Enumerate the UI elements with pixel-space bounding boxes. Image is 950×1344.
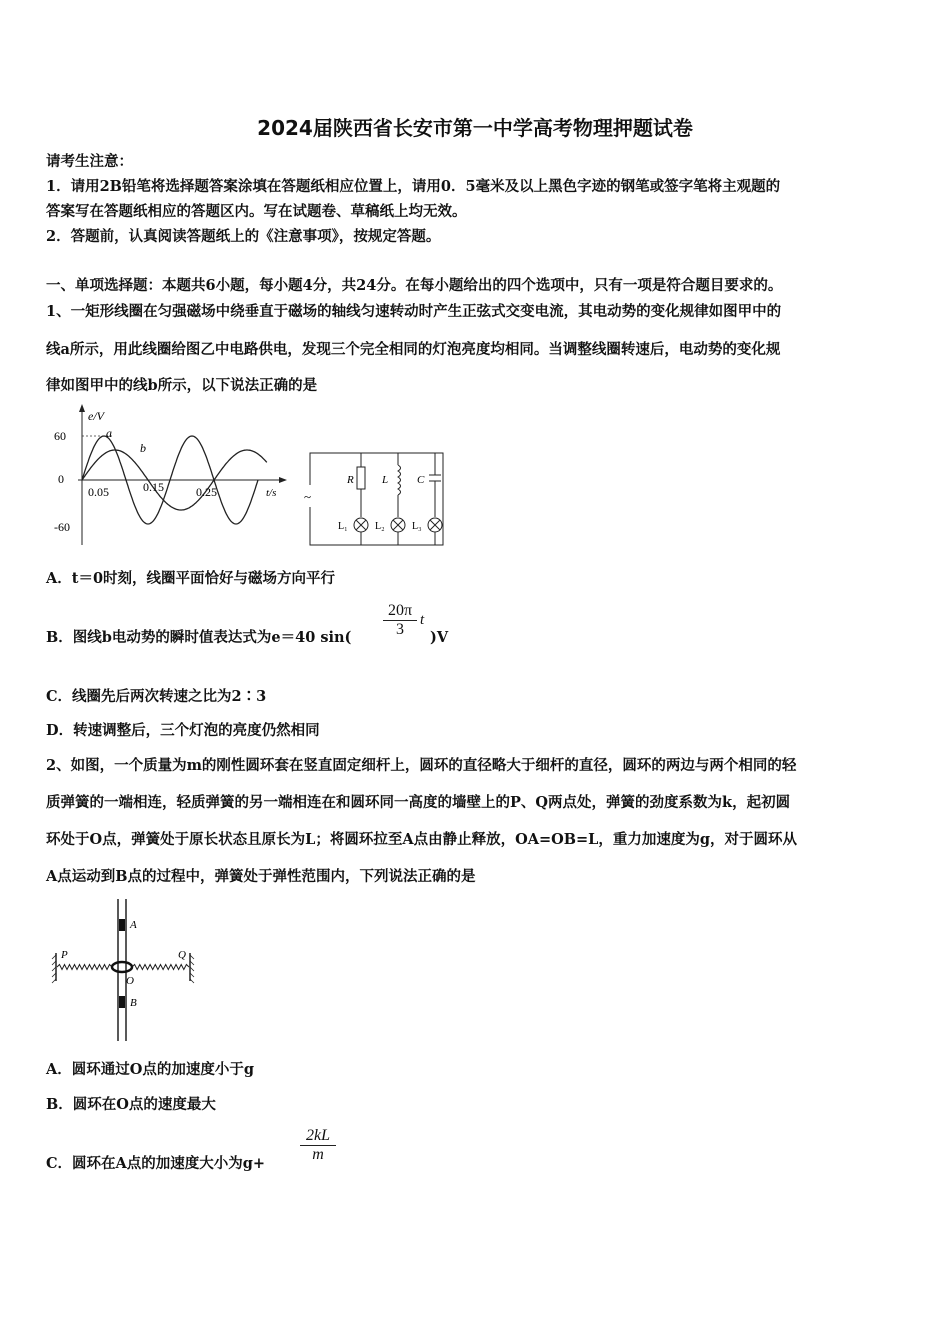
q2-option-b: B．圆环在O点的速度最大 (46, 1096, 216, 1113)
label-o: O (126, 975, 134, 987)
ring (112, 962, 132, 972)
q2-option-a: A．圆环通过O点的加速度小于g (46, 1061, 255, 1078)
notice-line-1b: 答案写在答题纸相应的答题区内。写在试题卷、草稿纸上均无效。 (46, 203, 467, 220)
fraction-numerator: 2kL (306, 1127, 330, 1144)
label-q: Q (178, 949, 186, 961)
label-C: C (417, 474, 425, 486)
fraction-denominator: 3 (396, 621, 404, 638)
q1-circuit (300, 445, 450, 550)
notice-heading: 请考生注意： (46, 153, 133, 170)
graph-ylabel: e/V (88, 409, 104, 423)
resistor (357, 467, 365, 489)
label-L1: L₁ (338, 521, 348, 532)
section1-heading: 一、单项选择题：本题共6小题，每小题4分，共24分。在每小题给出的四个选项中，只有一项是符合题目要求的。 (46, 277, 783, 294)
q2-line-4: A点运动到B点的过程中，弹簧处于弹性范围内，下列说法正确的是 (46, 868, 476, 885)
lamp-3 (428, 518, 442, 532)
q1-graph (44, 400, 294, 550)
q1-option-a: A．t＝0时刻，线圈平面恰好与磁场方向平行 (46, 570, 336, 587)
graph-y0: 0 (58, 472, 64, 486)
q1-option-d: D．转速调整后，三个灯泡的亮度仍然相同 (46, 722, 320, 739)
q1-option-b-post: )V (430, 629, 449, 646)
label-a: A (130, 919, 137, 931)
graph-y-arrow (79, 404, 85, 412)
mark-a (119, 919, 125, 931)
q1-option-b-fraction (383, 602, 417, 639)
q2-option-c-pre: C．圆环在A点的加速度大小为g+ (46, 1155, 266, 1172)
graph-yneg60: -60 (54, 520, 70, 534)
inductor (398, 465, 401, 495)
q1-option-b-pre: B．图线b电动势的瞬时值表达式为e＝40 sin( (46, 629, 352, 646)
notice-line-2: 2．答题前，认真阅读答题纸上的《注意事项》，按规定答题。 (46, 228, 441, 245)
q1-line-3: 律如图甲中的线b所示，以下说法正确的是 (46, 377, 318, 394)
q2-line-2: 质弹簧的一端相连，轻质弹簧的另一端相连在和圆环同一高度的墙壁上的P、Q两点处，弹簧的劲度系数为k，起初圆 (46, 794, 791, 811)
graph-xlabel: t/s (266, 487, 277, 499)
label-L3: L₃ (412, 521, 422, 532)
lamp-1 (354, 518, 368, 532)
q2-line-3: 环处于O点，弹簧处于原长状态且原长为L；将圆环拉至A点由静止释放，OA=OB=L，重力加速度为g，对于圆环从 (46, 831, 797, 848)
label-p: P (61, 949, 68, 961)
q2-line-1: 2、如图，一个质量为m的刚性圆环套在竖直固定细杆上，圆环的直径略大于细杆的直径，圆环的两边与两个相同的轻 (46, 757, 797, 774)
fraction-denominator: m (312, 1146, 324, 1163)
graph-curve-b-label: b (140, 441, 146, 455)
notice-line-1a: 1．请用2B铅笔将选择题答案涂填在答题纸相应位置上，请用0．5毫米及以上黑色字迹的钢笔或签字笔将主观题的 (46, 178, 781, 195)
mark-b (119, 996, 125, 1008)
graph-curve-a-label: a (106, 426, 112, 440)
lamp-2 (391, 518, 405, 532)
page-title: 2024届陕西省长安市第一中学高考物理押题试卷 (257, 116, 693, 140)
graph-x1: 0.05 (88, 485, 109, 499)
q1-line-2: 线a所示，用此线圈给图乙中电路供电，发现三个完全相同的灯泡亮度均相同。当调整线圈转速后，电动势的变化规 (46, 341, 781, 358)
q1-line-1: 1、一矩形线圈在匀强磁场中绕垂直于磁场的轴线匀速转动时产生正弦式交变电流，其电动势的变化规律如图甲中的 (46, 303, 782, 320)
spring-right (132, 965, 189, 970)
graph-x2: 0.15 (143, 480, 164, 494)
label-R: R (347, 474, 354, 486)
q2-figure (50, 895, 200, 1045)
graph-x3: 0.25 (196, 485, 217, 499)
fraction-numerator: 20π (387, 602, 413, 619)
label-L2: L₂ (375, 521, 385, 532)
graph-x-arrow (279, 477, 287, 483)
q2-option-c-fraction (300, 1127, 336, 1164)
circuit-source: ~ (304, 489, 312, 504)
q1-option-c: C．线圈先后两次转速之比为2∶3 (46, 688, 267, 705)
label-L: L (382, 474, 389, 486)
graph-y60: 60 (54, 429, 66, 443)
q1-option-b-t: t (420, 612, 425, 628)
label-b: B (130, 997, 137, 1009)
spring-left (57, 965, 112, 970)
